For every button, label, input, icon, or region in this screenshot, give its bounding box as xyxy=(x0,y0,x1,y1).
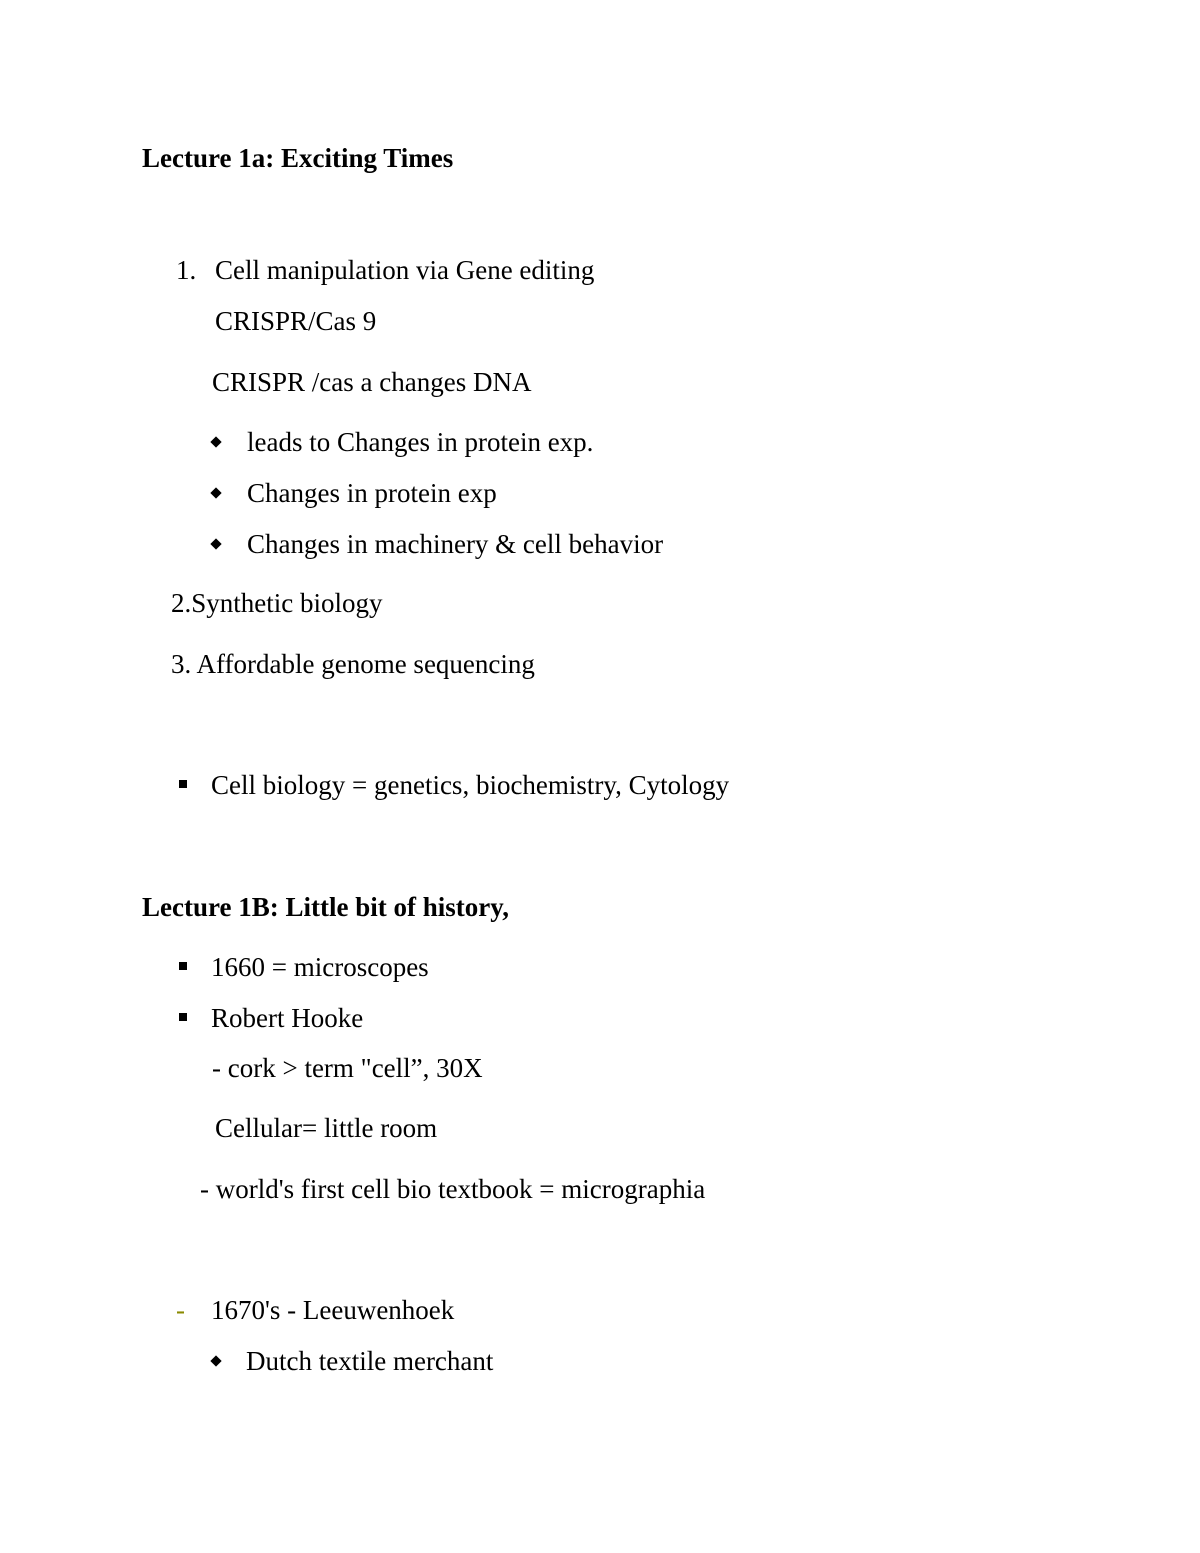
bullet-item: Changes in machinery & cell behavior xyxy=(247,529,664,559)
list-number-1: 1. xyxy=(176,255,197,285)
hooke-detail-1: - cork > term "cell”, 30X xyxy=(212,1053,483,1083)
history-item: 1660 = microscopes xyxy=(211,952,429,982)
bullet-dot-icon xyxy=(210,487,221,498)
square-bullet-icon xyxy=(179,1013,187,1021)
leeuwenhoek-sub-bullet: Dutch textile merchant xyxy=(246,1346,494,1376)
list-item-3: 3. Affordable genome sequencing xyxy=(171,649,535,679)
square-bullet-icon xyxy=(179,962,187,970)
bullet-item: leads to Changes in protein exp. xyxy=(247,427,594,457)
bullet-item: Changes in protein exp xyxy=(247,478,497,508)
bullet-dot-icon xyxy=(210,436,221,447)
crispr-line-2: CRISPR /cas a changes DNA xyxy=(212,367,532,397)
hooke-detail-3: - world's first cell bio textbook = micrographia xyxy=(200,1174,706,1204)
list-item-1-text: Cell manipulation via Gene editing xyxy=(215,255,595,285)
history-item: Robert Hooke xyxy=(211,1003,364,1033)
square-bullet-icon xyxy=(179,780,187,788)
hooke-detail-2: Cellular= little room xyxy=(215,1113,438,1143)
list-item-2: 2.Synthetic biology xyxy=(171,588,383,618)
bullet-dot-icon xyxy=(210,538,221,549)
crispr-line-1: CRISPR/Cas 9 xyxy=(215,306,377,336)
section-heading-lecture-1a: Lecture 1a: Exciting Times xyxy=(142,143,454,173)
section-heading-lecture-1b: Lecture 1B: Little bit of history, xyxy=(142,892,509,922)
dash-marker: - xyxy=(176,1295,185,1325)
leeuwenhoek-item: 1670's - Leeuwenhoek xyxy=(211,1295,455,1325)
cell-biology-item: Cell biology = genetics, biochemistry, Cytology xyxy=(211,770,730,800)
bullet-dot-icon xyxy=(210,1355,221,1366)
